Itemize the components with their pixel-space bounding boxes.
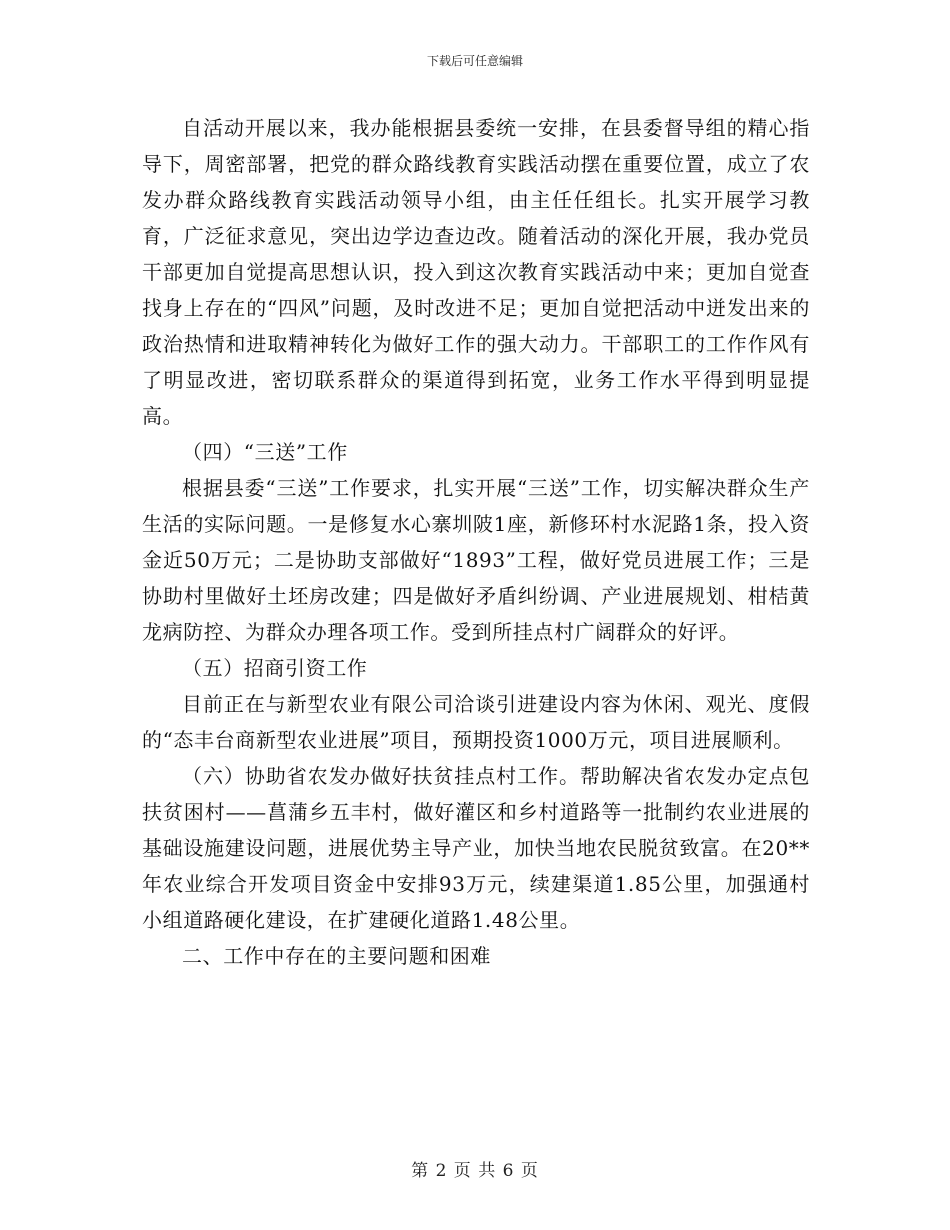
section-heading-investment: （五）招商引资工作 [182, 656, 368, 680]
paragraph-activity-summary: 自活动开展以来，我办能根据县委统一安排，在县委督导组的精心指导下，周密部署，把党的群众路线教育实践活动摆在重要位置，成立了农发办群众路线教育实践活动领导小组，由主任任组长。扎实开展学习教育，广泛征求意见，突出边学边查边改。随着活动的深化开展，我办党员干部更加自觉提高思想认识，投入到这次教育实践活动中来；更加自觉查找身上存在的“四风”问题，及时改进不足；更加自觉把活动中迸发出来的政治热情和进取精神转化为做好工作的强大动力。干部职工的工作作风有了明显改进，密切联系群众的渠道得到拓宽，业务工作水平得到明显提高。 [142, 116, 810, 428]
page-header: 下载后可任意编辑 [426, 54, 523, 68]
paragraph-investment: 目前正在与新型农业有限公司洽谈引进建设内容为休闲、观光、度假的“态丰台商新型农业进展”项目，预期投资1000万元，项目进展顺利。 [142, 692, 810, 752]
paragraph-san-song: 根据县委“三送”工作要求，扎实开展“三送”工作，切实解决群众生产生活的实际问题。一是修复水心寨圳陂1座，新修环村水泥路1条，投入资金近50万元；二是协助支部做好“1893”工程，做好党员进展工作；三是协助村里做好土坯房改建；四是做好矛盾纠纷调、产业进展规划、柑桔黄龙病防控、为群众办理各项工作。受到所挂点村广阔群众的好评。 [142, 476, 810, 644]
section-heading-problems: 二、工作中存在的主要问题和困难 [182, 944, 491, 968]
page-number: 第 2 页 共 6 页 [411, 1161, 539, 1181]
document-body [142, 110, 810, 974]
paragraph-poverty-assistance: （六）协助省农发办做好扶贫挂点村工作。帮助解决省农发办定点包扶贫困村——菖蒲乡五丰村，做好灌区和乡村道路等一批制约农业进展的基础设施建设问题，进展优势主导产业，加快当地农民脱贫致富。在20**年农业综合开发项目资金中安排93万元，续建渠道1.85公里，加强通村小组道路硬化建设，在扩建硬化道路1.48公里。 [142, 764, 810, 932]
section-heading-san-song: （四）“三送”工作 [182, 440, 348, 464]
